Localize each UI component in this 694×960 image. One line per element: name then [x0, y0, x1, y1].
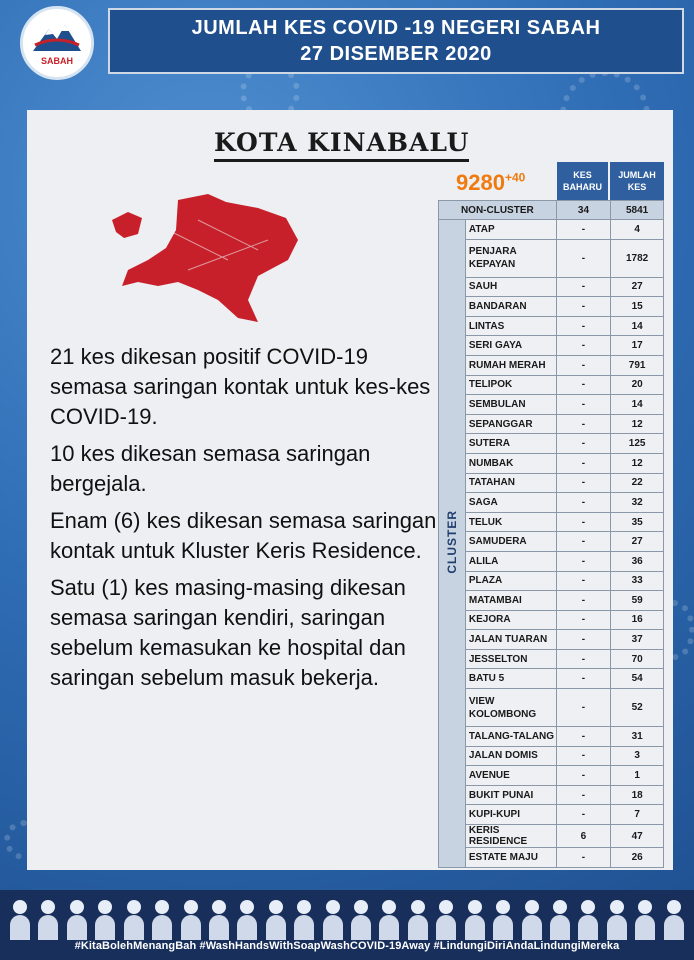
cluster-total-cases: 15 [611, 297, 664, 317]
cluster-new-cases: - [556, 532, 611, 552]
mountain-logo-icon [31, 21, 83, 55]
cluster-new-cases: - [556, 848, 611, 868]
cluster-total-cases: 791 [611, 355, 664, 375]
cluster-new-cases: - [556, 355, 611, 375]
cluster-new-cases: - [556, 414, 611, 434]
person-icon [266, 900, 286, 940]
cluster-name: ATAP [465, 220, 556, 240]
table-row [439, 355, 664, 375]
table-row [439, 630, 664, 650]
non-cluster-total: 5841 [611, 201, 664, 220]
person-icon [522, 900, 542, 940]
person-icon [181, 900, 201, 940]
person-icon [664, 900, 684, 940]
cluster-total-cases: 59 [611, 591, 664, 611]
cluster-new-cases: - [556, 453, 611, 473]
cluster-new-cases: - [556, 336, 611, 356]
district-title: KOTA KINABALU [214, 128, 469, 162]
table-row [439, 532, 664, 552]
cluster-new-cases: - [556, 375, 611, 395]
cluster-name: SERI GAYA [465, 336, 556, 356]
cluster-total-cases: 35 [611, 512, 664, 532]
cluster-name: PLAZA [465, 571, 556, 591]
cluster-name: BANDARAN [465, 297, 556, 317]
cluster-new-cases: - [556, 551, 611, 571]
person-icon [351, 900, 371, 940]
cluster-name: ALILA [465, 551, 556, 571]
cluster-total-cases: 52 [611, 689, 664, 727]
cluster-new-cases: - [556, 571, 611, 591]
cluster-new-cases: 6 [556, 825, 611, 848]
cluster-name: TELIPOK [465, 375, 556, 395]
cluster-name: SEMBULAN [465, 395, 556, 415]
cluster-new-cases: - [556, 316, 611, 336]
cluster-name: TELUK [465, 512, 556, 532]
total-cases-value: 9280 [456, 170, 505, 195]
table-row [439, 591, 664, 611]
person-icon [38, 900, 58, 940]
person-icon [95, 900, 115, 940]
table-row-non-cluster [439, 201, 664, 220]
table-row [439, 848, 664, 868]
cluster-total-cases: 4 [611, 220, 664, 240]
table-row [439, 434, 664, 454]
cluster-total-cases: 1782 [611, 239, 664, 277]
district-map-icon [108, 190, 308, 330]
table-row [439, 805, 664, 825]
cluster-name: JESSELTON [465, 649, 556, 669]
cluster-name: LINTAS [465, 316, 556, 336]
cluster-total-cases: 18 [611, 785, 664, 805]
person-icon [465, 900, 485, 940]
case-notes [50, 342, 440, 700]
cluster-total-cases: 31 [611, 727, 664, 747]
cluster-name: SAUH [465, 277, 556, 297]
cluster-total-cases: 125 [611, 434, 664, 454]
table-row [439, 766, 664, 786]
logo-text: SABAH [40, 55, 73, 66]
person-icon [10, 900, 30, 940]
table-row [439, 453, 664, 473]
table-row [439, 610, 664, 630]
cluster-new-cases: - [556, 493, 611, 513]
cluster-total-cases: 12 [611, 414, 664, 434]
person-icon [635, 900, 655, 940]
table-row [439, 825, 664, 848]
cluster-total-cases: 54 [611, 669, 664, 689]
cluster-total-cases: 16 [611, 610, 664, 630]
person-icon [67, 900, 87, 940]
cluster-new-cases: - [556, 277, 611, 297]
cluster-new-cases: - [556, 805, 611, 825]
table-row [439, 785, 664, 805]
cluster-side-label [439, 220, 466, 868]
table-row [439, 669, 664, 689]
footer-banner [0, 890, 694, 960]
person-icon [436, 900, 456, 940]
cluster-name: SUTERA [465, 434, 556, 454]
table-row [439, 493, 664, 513]
table-row [439, 473, 664, 493]
cluster-total-cases: 20 [611, 375, 664, 395]
cluster-name: NUMBAK [465, 453, 556, 473]
cluster-new-cases: - [556, 512, 611, 532]
cluster-new-cases: - [556, 669, 611, 689]
column-header-new: KES BAHARU [557, 162, 608, 200]
cluster-new-cases: - [556, 220, 611, 240]
table-row [439, 649, 664, 669]
cluster-name: KEJORA [465, 610, 556, 630]
person-icon [124, 900, 144, 940]
cluster-total-cases: 33 [611, 571, 664, 591]
table-row [439, 239, 664, 277]
cluster-new-cases: - [556, 630, 611, 650]
cluster-name: ESTATE MAJU [465, 848, 556, 868]
note-paragraph: 21 kes dikesan positif COVID-19 semasa saringan kontak untuk kes-kes COVID-19. [50, 344, 431, 429]
person-icon [379, 900, 399, 940]
cluster-name: RUMAH MERAH [465, 355, 556, 375]
table-row [439, 551, 664, 571]
cluster-new-cases: - [556, 689, 611, 727]
hashtags: #KitaBolehMenangBah #WashHandsWithSoapWashCOVID-19Away #LindungiDiriAndaLindungiMereka [74, 940, 620, 952]
cluster-new-cases: - [556, 785, 611, 805]
table-row [439, 689, 664, 727]
person-icon [493, 900, 513, 940]
cluster-name: TATAHAN [465, 473, 556, 493]
cluster-name: SAGA [465, 493, 556, 513]
cluster-total-cases: 37 [611, 630, 664, 650]
cluster-name: TALANG-TALANG [465, 727, 556, 747]
cluster-name: SAMUDERA [465, 532, 556, 552]
table-row [439, 512, 664, 532]
cluster-name: BATU 5 [465, 669, 556, 689]
cluster-total-cases: 26 [611, 848, 664, 868]
table-row [439, 414, 664, 434]
cluster-total-cases: 70 [611, 649, 664, 669]
table-row [439, 727, 664, 747]
header-date: 27 DISEMBER 2020 [300, 43, 492, 65]
cases-table [438, 200, 664, 868]
person-icon [209, 900, 229, 940]
cluster-name: SEPANGGAR [465, 414, 556, 434]
person-icon [550, 900, 570, 940]
person-icon [578, 900, 598, 940]
person-icon [152, 900, 172, 940]
table-row [439, 297, 664, 317]
cluster-new-cases: - [556, 434, 611, 454]
cluster-total-cases: 17 [611, 336, 664, 356]
cluster-total-cases: 27 [611, 277, 664, 297]
table-row [439, 375, 664, 395]
cluster-name: PENJARA KEPAYAN [465, 239, 556, 277]
person-icon [323, 900, 343, 940]
non-cluster-new: 34 [556, 201, 611, 220]
cluster-name: MATAMBAI [465, 591, 556, 611]
table-row [439, 395, 664, 415]
column-header-total: JUMLAH KES [610, 162, 664, 200]
table-row [439, 336, 664, 356]
total-cases [456, 170, 525, 196]
cluster-name: JALAN TUARAN [465, 630, 556, 650]
cluster-name: AVENUE [465, 766, 556, 786]
cluster-name: JALAN DOMIS [465, 746, 556, 766]
table-row [439, 220, 664, 240]
ministry-logo [20, 6, 94, 80]
cluster-total-cases: 12 [611, 453, 664, 473]
cluster-total-cases: 36 [611, 551, 664, 571]
cluster-new-cases: - [556, 473, 611, 493]
person-icon [408, 900, 428, 940]
cluster-total-cases: 3 [611, 746, 664, 766]
cluster-total-cases: 47 [611, 825, 664, 848]
cluster-name: KERIS RESIDENCE [465, 825, 556, 848]
cluster-total-cases: 7 [611, 805, 664, 825]
cluster-new-cases: - [556, 395, 611, 415]
table-row [439, 571, 664, 591]
total-new-cases: +40 [504, 170, 526, 185]
cluster-total-cases: 1 [611, 766, 664, 786]
cluster-name: BUKIT PUNAI [465, 785, 556, 805]
cluster-total-cases: 14 [611, 395, 664, 415]
header-banner [108, 8, 684, 74]
cluster-new-cases: - [556, 610, 611, 630]
cluster-total-cases: 32 [611, 493, 664, 513]
table-row [439, 746, 664, 766]
non-cluster-label: NON-CLUSTER [439, 201, 557, 220]
note-paragraph: Enam (6) kes dikesan semasa saringan kontak untuk Kluster Keris Residence. [50, 508, 437, 563]
cluster-new-cases: - [556, 766, 611, 786]
cluster-total-cases: 22 [611, 473, 664, 493]
table-row [439, 316, 664, 336]
person-icon [294, 900, 314, 940]
cluster-label: CLUSTER [444, 509, 459, 574]
cluster-new-cases: - [556, 591, 611, 611]
cluster-new-cases: - [556, 239, 611, 277]
note-paragraph: Satu (1) kes masing-masing dikesan semasa saringan kendiri, saringan sebelum kemasukan ke hospital dan saringan sebelum masuk bekerja. [50, 575, 406, 690]
cluster-new-cases: - [556, 649, 611, 669]
cluster-new-cases: - [556, 727, 611, 747]
cluster-total-cases: 27 [611, 532, 664, 552]
cluster-new-cases: - [556, 746, 611, 766]
person-icon [237, 900, 257, 940]
cluster-new-cases: - [556, 297, 611, 317]
header-title: JUMLAH KES COVID -19 NEGERI SABAH [191, 17, 601, 39]
cluster-total-cases: 14 [611, 316, 664, 336]
cluster-name: KUPI-KUPI [465, 805, 556, 825]
note-paragraph: 10 kes dikesan semasa saringan bergejala. [50, 441, 371, 496]
table-row [439, 277, 664, 297]
frontliner-figures [10, 894, 684, 940]
cluster-name: VIEW KOLOMBONG [465, 689, 556, 727]
person-icon [607, 900, 627, 940]
